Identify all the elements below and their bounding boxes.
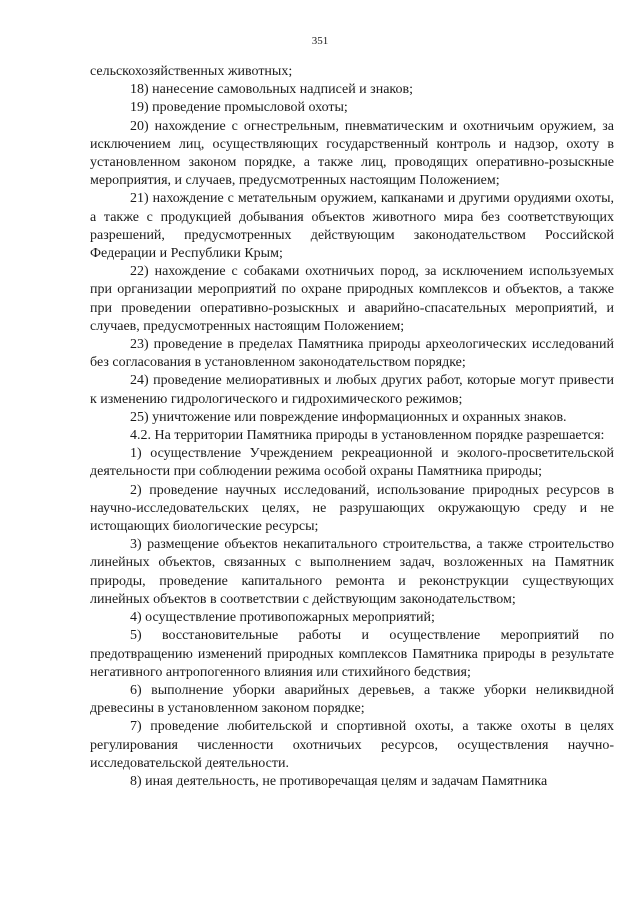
section-heading-4-2: 4.2. На территории Памятника природы в установленном порядке разрешается: bbox=[130, 428, 605, 444]
list-item-22: 22) нахождение с собаками охотничьих пород, за исключением используемых при организации мероприятий по охране природных комплексов и объектов, а также при проведении оперативно-розыскных и аварийно-спасательных мероприятий, и случаев, предусмотренных настоящим Положением; bbox=[90, 264, 614, 334]
allowed-item-2: 2) проведение научных исследований, использование природных ресурсов в научно-исследовательских целях, не разрушающих окружающую среду и не истощающих биологические ресурсы; bbox=[90, 482, 614, 535]
paragraph-continuation: сельскохозяйственных животных; bbox=[90, 64, 293, 79]
list-item-20: 20) нахождение с огнестрельным, пневматическим и охотничьим оружием, за исключением лиц, осуществляющих государственный контроль и надзор, охоту в установленном законом порядке, а также лиц, проводящих оперативно-розыскные мероприятия, и случаев, предусмотренных настоящим Положением; bbox=[90, 118, 614, 189]
page-number: 351 bbox=[311, 35, 329, 47]
list-item-18: 18) нанесение самовольных надписей и знаков; bbox=[130, 82, 414, 98]
list-item-21: 21) нахождение с метательным оружием, капканами и другими орудиями охоты, а также с продукцией добывания объектов животного мира без соответствующих разрешений, предусмотренных действующим законодательством Российской Федерации и Республики Крым; bbox=[90, 191, 614, 262]
allowed-item-8: 8) иная деятельность, не противоречащая целям и задачам Памятника bbox=[130, 773, 548, 789]
list-item-23: 23) проведение в пределах Памятника природы археологических исследований без согласования в установленном законодательством порядке; bbox=[90, 337, 614, 371]
allowed-item-7: 7) проведение любительской и спортивной охоты, а также охоты в целях регулирования численности охотничьих ресурсов, осуществления научно-исследовательской деятельности. bbox=[90, 719, 614, 771]
document-body bbox=[90, 63, 614, 791]
list-item-25: 25) уничтожение или повреждение информационных и охранных знаков. bbox=[130, 409, 567, 425]
allowed-item-6: 6) выполнение уборки аварийных деревьев, а также уборки неликвидной древесины в установленном законом порядке; bbox=[90, 682, 614, 717]
allowed-item-5: 5) восстановительные работы и осуществление мероприятий по предотвращению изменений природных комплексов Памятника природы в результате негативного антропогенного влияния или стихийного бедствия; bbox=[90, 628, 614, 680]
allowed-item-4: 4) осуществление противопожарных мероприятий; bbox=[130, 610, 435, 626]
allowed-item-3: 3) размещение объектов некапитального строительства, а также строительство линейных объектов, связанных с выполнением задач, возложенных на Памятник природы, проведение капитального ремонта и реконструкции существующих линейных объектов в соответствии с действующим законодательством; bbox=[90, 537, 614, 607]
allowed-item-1: 1) осуществление Учреждением рекреационной и эколого-просветительской деятельности при соблюдении режима особой охраны Памятника природы; bbox=[90, 446, 614, 480]
list-item-19: 19) проведение промысловой охоты; bbox=[130, 100, 348, 116]
list-item-24: 24) проведение мелиоративных и любых других работ, которые могут привести к изменению гидрологического и гидрохимического режимов; bbox=[90, 373, 614, 407]
